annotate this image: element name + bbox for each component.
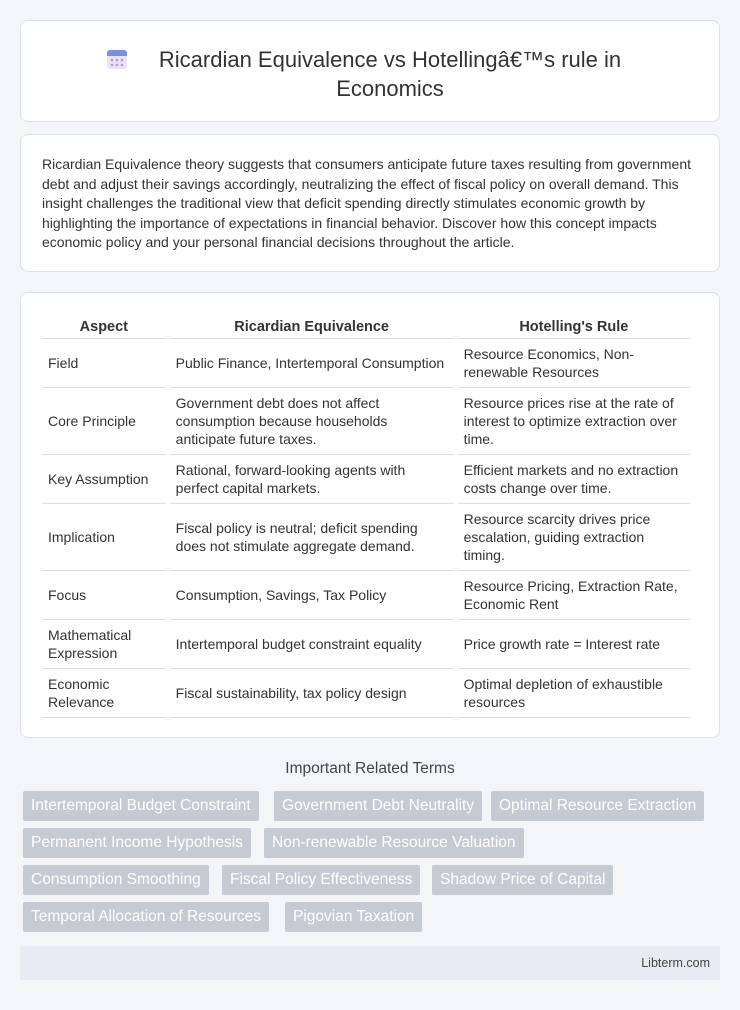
table-row bbox=[42, 620, 690, 669]
table-cell: Fiscal sustainability, tax policy design bbox=[170, 669, 454, 718]
related-term-tag[interactable]: Shadow Price of Capital bbox=[432, 865, 613, 895]
table-row bbox=[42, 669, 690, 718]
table-cell: Field bbox=[42, 339, 166, 388]
table-cell: Core Principle bbox=[42, 388, 166, 455]
intro-paragraph: Ricardian Equivalence theory suggests that consumers anticipate future taxes resulting from government debt and adjust their savings accordingly, neutralizing the effect of fiscal policy on overall demand. This insight challenges the traditional view that deficit spending directly stimulates economic growth by highlighting the importance of expectations in financial behavior. Discover how this concept impacts economic policy and your personal financial decisions throughout the article. bbox=[42, 156, 692, 250]
table-cell: Resource Economics, Non-renewable Resources bbox=[458, 339, 690, 388]
table-cell: Price growth rate = Interest rate bbox=[458, 620, 690, 669]
footer bbox=[20, 946, 720, 980]
comparison-table-card bbox=[20, 292, 720, 738]
table-row bbox=[42, 339, 690, 388]
related-term-tag[interactable]: Optimal Resource Extraction bbox=[491, 791, 704, 821]
table-cell: Intertemporal budget constraint equality bbox=[170, 620, 454, 669]
table-cell: Rational, forward-looking agents with perfect capital markets. bbox=[170, 455, 454, 504]
table-cell: Consumption, Savings, Tax Policy bbox=[170, 571, 454, 620]
related-term-tag[interactable]: Government Debt Neutrality bbox=[274, 791, 482, 821]
related-term-tag[interactable]: Pigovian Taxation bbox=[285, 902, 422, 932]
table-cell: Optimal depletion of exhaustible resources bbox=[458, 669, 690, 718]
table-row bbox=[42, 388, 690, 455]
related-term-tag[interactable]: Temporal Allocation of Resources bbox=[23, 902, 269, 932]
header-ricardian: Ricardian Equivalence bbox=[170, 311, 454, 339]
table-cell: Public Finance, Intertemporal Consumption bbox=[170, 339, 454, 388]
table-cell: Focus bbox=[42, 571, 166, 620]
table-cell: Mathematical Expression bbox=[42, 620, 166, 669]
table-cell: Efficient markets and no extraction costs change over time. bbox=[458, 455, 690, 504]
table-cell: Fiscal policy is neutral; deficit spending does not stimulate aggregate demand. bbox=[170, 504, 454, 571]
table-cell: Resource prices rise at the rate of interest to optimize extraction over time. bbox=[458, 388, 690, 455]
header-aspect: Aspect bbox=[42, 311, 166, 339]
related-terms-title: Important Related Terms bbox=[285, 760, 455, 777]
table-header-row bbox=[42, 311, 690, 339]
table-cell: Resource scarcity drives price escalation, guiding extraction timing. bbox=[458, 504, 690, 571]
related-term-tag[interactable]: Fiscal Policy Effectiveness bbox=[222, 865, 420, 895]
related-term-tag[interactable]: Consumption Smoothing bbox=[23, 865, 209, 895]
table-row bbox=[42, 504, 690, 571]
table-cell: Government debt does not affect consumption because households anticipate future taxes. bbox=[170, 388, 454, 455]
comparison-table bbox=[38, 311, 694, 718]
table-cell: Implication bbox=[42, 504, 166, 571]
related-term-tag[interactable]: Intertemporal Budget Constraint bbox=[23, 791, 259, 821]
related-term-tag[interactable]: Non-renewable Resource Valuation bbox=[264, 828, 524, 858]
related-term-tag[interactable]: Permanent Income Hypothesis bbox=[23, 828, 251, 858]
table-cell: Economic Relevance bbox=[42, 669, 166, 718]
page-title: Ricardian Equivalence vs Hotellingâ€™s rule in Economics bbox=[158, 47, 622, 101]
table-cell: Key Assumption bbox=[42, 455, 166, 504]
header-hotelling: Hotelling's Rule bbox=[458, 311, 690, 339]
footer-link[interactable]: Libterm.com bbox=[641, 956, 710, 970]
table-row bbox=[42, 455, 690, 504]
table-row bbox=[42, 571, 690, 620]
title-card bbox=[20, 20, 720, 122]
table-cell: Resource Pricing, Extraction Rate, Economic Rent bbox=[458, 571, 690, 620]
intro-card bbox=[20, 134, 720, 272]
